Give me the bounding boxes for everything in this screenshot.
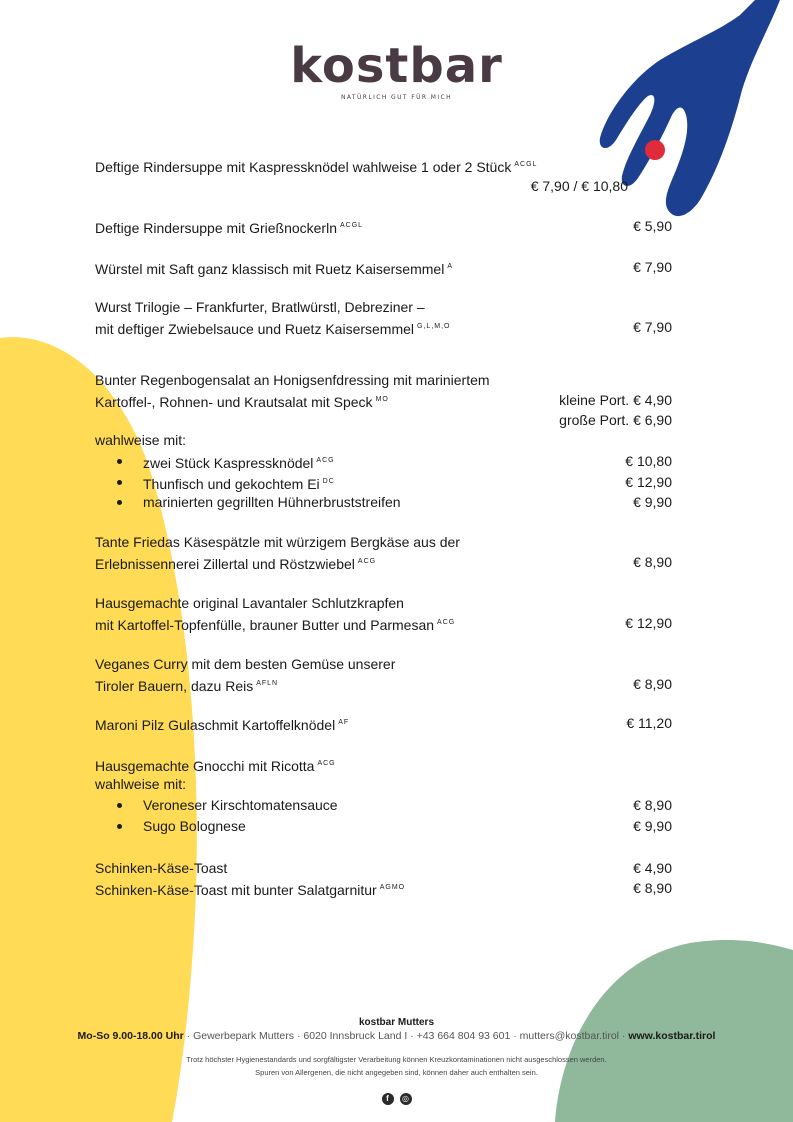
item-text: wahlweise mit: (95, 432, 187, 448)
website-link[interactable]: www.kostbar.tirol (628, 1030, 716, 1042)
allergen-codes: A (447, 263, 453, 270)
item-text: Deftige Rindersuppe mit Kaspressknödel wahlweise 1 oder 2 Stück (95, 159, 512, 175)
item-text: Veroneser Kirschtomatensauce (143, 797, 338, 813)
item-text: Sugo Bolognese (143, 818, 246, 834)
bullet-icon (117, 803, 122, 808)
item-text: Schinken-Käse-Toast mit bunter Salatgarnitur (95, 882, 377, 898)
allergen-codes: DC (322, 478, 335, 485)
item-price: € 10,80 (625, 453, 672, 469)
item-text: Tiroler Bauern, dazu Reis (95, 678, 254, 694)
item-text: Deftige Rindersuppe mit Grießnockerln (95, 220, 337, 236)
bullet-icon (117, 480, 122, 485)
allergen-codes: ACG (317, 760, 336, 767)
item-text: Wurst Trilogie – Frankfurter, Bratlwürstl, Debreziner – (95, 299, 425, 315)
brand-tagline: NATÜRLICH GUT FÜR MICH (340, 94, 453, 101)
item-text: zwei Stück Kaspressknödel (143, 455, 314, 471)
brand-logo (0, 40, 793, 101)
item-price: € 8,90 (633, 676, 672, 692)
item-text: Kartoffel-, Rohnen- und Krautsalat mit Speck (95, 394, 373, 410)
item-text: mit Kartoffel-Topfenfülle, brauner Butter und Parmesan (95, 617, 435, 633)
item-price: € 7,90 (633, 319, 672, 335)
social-links (0, 1088, 793, 1106)
allergen-codes: ACG (357, 558, 377, 565)
item-price: € 7,90 (633, 259, 672, 275)
allergen-codes: AF (338, 719, 350, 726)
allergen-codes: ACGL (340, 222, 364, 229)
allergen-codes: G,L,M,O (417, 323, 451, 330)
item-price: kleine Port. € 4,90 (559, 392, 672, 408)
allergen-disclaimer-line2: Spuren von Allergenen, die nicht angegeben sind, können daher auch enthalten sein. (255, 1068, 538, 1077)
bullet-icon (117, 500, 122, 505)
item-text: Hausgemachte original Lavantaler Schlutzkrapfen (95, 595, 404, 611)
item-price: € 12,90 (625, 615, 672, 631)
allergen-codes: ACG (437, 619, 456, 626)
bullet-icon (117, 824, 122, 829)
item-price: große Port. € 6,90 (559, 412, 672, 428)
allergen-codes: ACG (316, 457, 335, 464)
allergen-disclaimer: Trotz höchster Hygienestandards und sorgfältigster Verarbeitung können Kreuzkontaminationen nicht ausgeschlossen werden. (186, 1055, 607, 1064)
item-text: Veganes Curry mit dem besten Gemüse unserer (95, 656, 396, 672)
item-text: Maroni Pilz Gulaschmit Kartoffelknödel (95, 717, 336, 733)
allergen-codes: MO (375, 396, 389, 403)
item-text: Tante Friedas Käsespätzle mit würzigem Bergkäse aus der (95, 534, 460, 550)
allergen-codes: AFLN (256, 680, 279, 687)
item-price: € 9,90 (633, 494, 672, 510)
item-text: mit deftiger Zwiebelsauce und Ruetz Kaisersemmel (95, 321, 415, 337)
footer-contact (0, 1030, 793, 1042)
item-text: Bunter Regenbogensalat an Honigsenfdressing mit mariniertem (95, 372, 490, 388)
item-text: Würstel mit Saft ganz klassisch mit Ruetz Kaisersemmel (95, 261, 445, 277)
address: · Gewerbepark Mutters · 6020 Innsbruck Land I · +43 664 804 93 601 · mutters@kostbar.tirol · (183, 1030, 629, 1042)
item-text: Hausgemachte Gnocchi mit Ricotta (95, 758, 315, 774)
opening-hours: Mo-So 9.00-18.00 Uhr (77, 1030, 184, 1042)
item-price: € 5,90 (633, 218, 672, 234)
allergen-codes: ACGL (514, 161, 538, 168)
item-text: Schinken-Käse-Toast (95, 860, 228, 876)
brand-name: kostbar (290, 38, 503, 94)
item-price: € 8,90 (633, 880, 672, 896)
item-price: € 11,20 (626, 715, 672, 731)
item-price: € 8,90 (633, 554, 672, 570)
facebook-icon[interactable]: f (382, 1093, 394, 1105)
item-price: € 8,90 (633, 797, 672, 813)
allergen-codes: AGMO (379, 884, 406, 891)
item-text: wahlweise mit: (95, 776, 187, 792)
footer-title: kostbar Mutters (358, 1017, 434, 1028)
red-dot (645, 140, 665, 160)
item-price: € 12,90 (625, 474, 672, 490)
bullet-icon (117, 459, 122, 464)
instagram-icon[interactable]: ◎ (400, 1093, 412, 1105)
item-price: € 4,90 (633, 860, 672, 876)
item-text: Thunfisch und gekochtem Ei (143, 476, 320, 492)
item-price: € 7,90 / € 10,80 (530, 178, 628, 194)
item-price: € 9,90 (633, 818, 672, 834)
item-text: marinierten gegrillten Hühnerbruststreifen (143, 494, 401, 510)
item-text: Erlebnissennerei Zillertal und Röstzwiebel (95, 556, 355, 572)
